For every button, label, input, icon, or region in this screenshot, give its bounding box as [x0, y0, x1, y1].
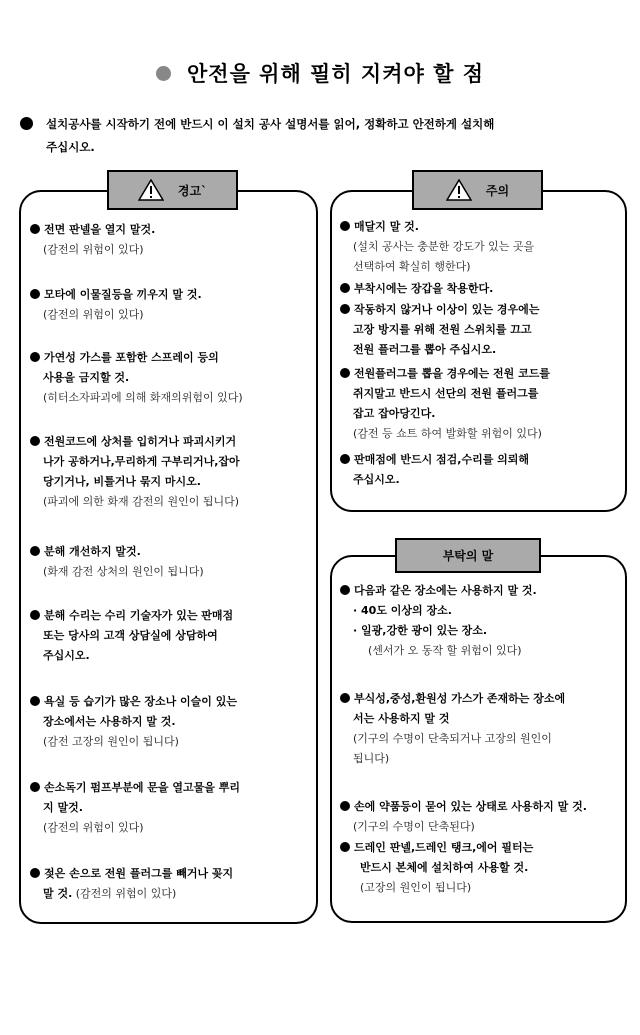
request-item-head: 반드시 본체에 설치하여 사용할 것.: [360, 861, 529, 874]
caution-item-head: 매달지 말 것.: [340, 217, 534, 237]
request-item: [340, 797, 587, 837]
request-item-note: (고장의 원인이 됩니다): [360, 881, 472, 894]
warning-item: [30, 778, 240, 838]
caution-item-head: 쥐지말고 반드시 선단의 전원 플러그를: [353, 387, 539, 400]
caution-item-head: 전원 플러그를 뽑아 주십시오.: [353, 343, 497, 356]
warning-item-head: 나가 공하거나,무리하게 구부리거나,잡아: [43, 455, 240, 468]
warning-item-head: 손소독기 펌프부분에 문을 열고물을 뿌리: [30, 778, 240, 798]
warning-item-note: (감전의 위험이 있다): [43, 821, 144, 834]
warning-item-note: (감전의 위험이 있다): [75, 887, 177, 900]
warning-item-head: 또는 당사의 고객 상담실에 상담하여: [43, 629, 218, 642]
warning-triangle-icon: [138, 179, 164, 201]
warning-item-head: 모타에 이물질등을 끼우지 말 것.: [30, 285, 202, 305]
request-item: [340, 581, 537, 661]
bullet-icon: [20, 117, 33, 130]
caution-item-head: 잡고 잡아당긴다.: [353, 407, 436, 420]
caution-item-head: 작동하지 않거나 이상이 있는 경우에는: [340, 300, 539, 320]
request-item: [340, 838, 533, 898]
warning-item-note: (감전 고장의 원인이 됩니다): [43, 735, 179, 748]
warning-item-head: 가연성 가스를 포함한 스프레이 등의: [30, 348, 243, 368]
caution-item-head: 고장 방지를 위해 전원 스위치를 끄고: [353, 323, 532, 336]
caution-item-head: 전원플러그를 뽑을 경우에는 전원 코드를: [340, 364, 550, 384]
warning-item-head: 젖은 손으로 전원 플러그를 빼거나 꽂지: [30, 864, 233, 884]
warning-item: [30, 606, 233, 666]
warning-item-head: 주십시오.: [43, 649, 90, 662]
request-item-head: · 일광,강한 광이 있는 장소.: [353, 624, 488, 637]
caution-item-head: 주십시오.: [353, 473, 400, 486]
warning-item: [30, 432, 240, 512]
caution-label: [412, 170, 543, 210]
caution-item: [340, 450, 529, 490]
request-item-head: 다음과 같은 장소에는 사용하지 말 것.: [340, 581, 537, 601]
request-item-head: 서는 사용하지 말 것: [353, 712, 450, 725]
caution-item-note: (감전 등 쇼트 하여 발화할 위험이 있다): [353, 427, 542, 440]
warning-item-head: 욕실 등 습기가 많은 장소나 이슬이 있는: [30, 692, 237, 712]
warning-item: [30, 542, 204, 582]
warning-item-note: (화재 감전 상처의 원인이 됩니다): [43, 565, 204, 578]
warning-item-note: (감전의 위험이 있다): [43, 308, 144, 321]
request-item-note: (기구의 수명이 단축된다): [353, 820, 475, 833]
request-item-head: · 40도 이상의 장소.: [353, 604, 452, 617]
request-item-note: (기구의 수명이 단축되거나 고장의 원인이: [353, 732, 552, 745]
request-label-text: 부탁의 말: [442, 549, 494, 563]
warning-item-head: 분해 개선하지 말것.: [30, 542, 204, 562]
warning-item: [30, 692, 237, 752]
intro-line-2: 주십시오.: [46, 140, 95, 154]
request-label: [395, 538, 541, 573]
intro-line-1: 설치공사를 시작하기 전에 반드시 이 설치 공사 설명서를 읽어, 정확하고 안전하게 설치해: [46, 117, 495, 131]
warning-item: [30, 285, 202, 325]
warning-item-head: 당기거나, 비틀거나 묶지 마시오.: [43, 475, 201, 488]
caution-item: [340, 364, 550, 444]
warning-item-head: 지 말것.: [43, 801, 83, 814]
caution-item: [340, 300, 539, 360]
caution-item-head: 판매점에 반드시 점검,수리를 의뢰해: [340, 450, 529, 470]
warning-item-head: 사용을 금지할 것.: [43, 371, 130, 384]
warning-label-text: 경고`: [177, 183, 208, 198]
warning-item-head: 전면 판넬을 열지 말것.: [30, 220, 155, 240]
request-item-head: 손에 약품등이 묻어 있는 상태로 사용하지 말 것.: [340, 797, 587, 817]
request-item-head: 부식성,중성,환원성 가스가 존재하는 장소에: [340, 689, 565, 709]
warning-item: [30, 348, 243, 408]
warning-item-head: 분해 수리는 수리 기술자가 있는 판매점: [30, 606, 233, 626]
caution-label-text: 주의: [485, 183, 510, 198]
warning-label: [107, 170, 238, 210]
request-item-note: (센서가 오 동작 할 위험이 있다): [368, 644, 522, 657]
warning-triangle-icon: [446, 179, 472, 201]
page-title: [0, 58, 640, 88]
intro-paragraph: [20, 113, 620, 159]
warning-item-note: (히터소자파괴에 의해 화재의위험이 있다): [43, 391, 243, 404]
warning-item: [30, 864, 233, 904]
warning-item: [30, 220, 155, 260]
request-item: [340, 689, 565, 769]
warning-item-head: 전원코드에 상처를 입히거나 파괴시키거: [30, 432, 240, 452]
warning-item-note: (감전의 위험이 있다): [43, 243, 144, 256]
warning-item-note: (파괴에 의한 화재 감전의 원인이 됩니다): [43, 495, 240, 508]
title-text: 안전을 위해 필히 지켜야 할 점: [187, 62, 484, 86]
warning-item-head: 장소에서는 사용하지 말 것.: [43, 715, 176, 728]
request-item-head: 드레인 판넬,드레인 탱크,에어 필터는: [340, 838, 533, 858]
warning-item-head: 말 것.: [43, 887, 73, 900]
caution-item-note: 선택하여 확실히 행한다): [353, 260, 471, 273]
caution-item-head: 부착시에는 장갑을 착용한다.: [340, 279, 493, 299]
caution-item: [340, 217, 534, 277]
caution-item-note: (설치 공사는 충분한 강도가 있는 곳을: [353, 240, 535, 253]
request-item-note: 됩니다): [353, 752, 390, 765]
caution-item: [340, 279, 493, 299]
circle-bullet-icon: [156, 66, 171, 81]
